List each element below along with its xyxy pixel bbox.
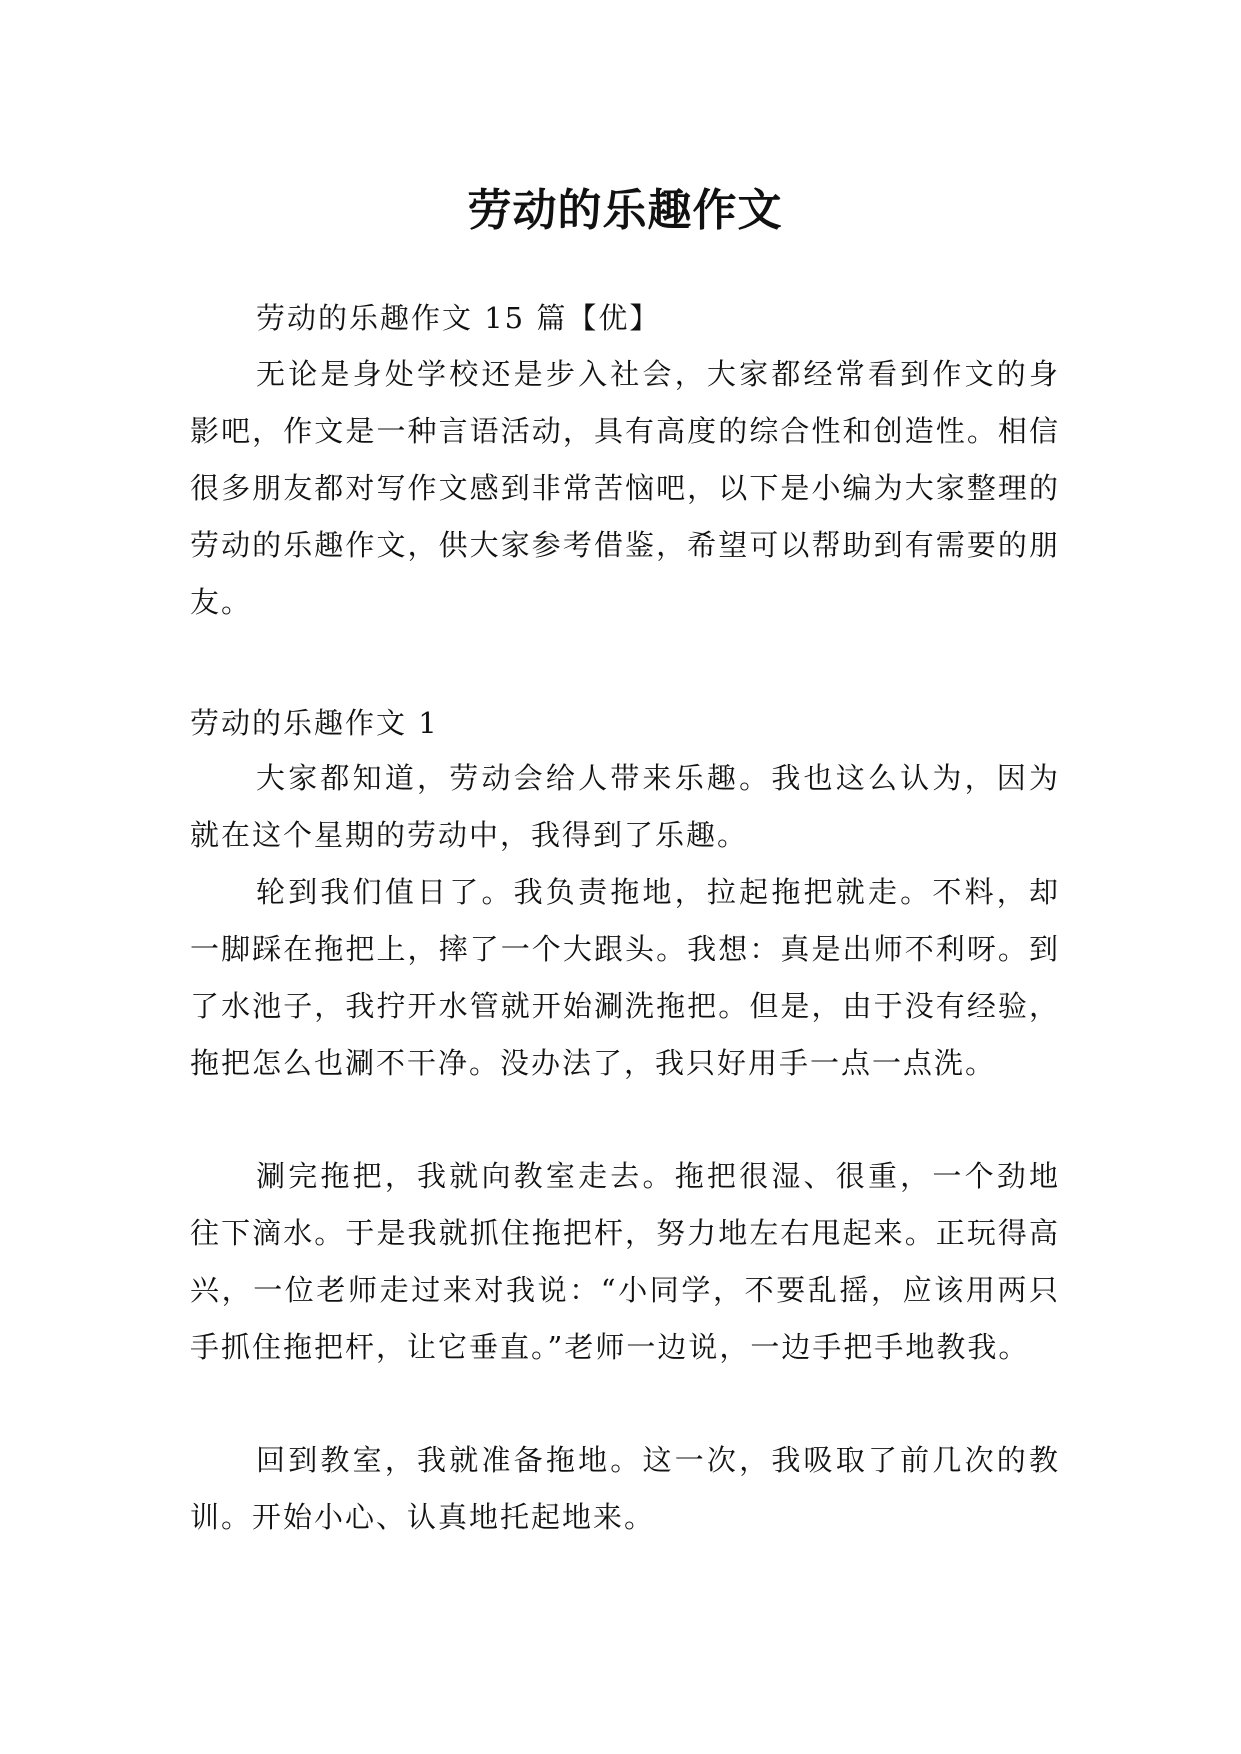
body-paragraph-1: 大家都知道，劳动会给人带来乐趣。我也这么认为，因为就在这个星期的劳动中，我得到了乐趣。	[190, 761, 1060, 852]
body-paragraph-2: 轮到我们值日了。我负责拖地，拉起拖把就走。不料，却一脚踩在拖把上，摔了一个大跟头。我想：真是出师不利呀。到了水池子，我拧开水管就开始涮洗拖把。但是，由于没有经验，拖把怎么也涮不干净。没办法了，我只好用手一点一点洗。	[190, 875, 1060, 1080]
body-paragraph-3: 涮完拖把，我就向教室走去。拖把很湿、很重，一个劲地往下滴水。于是我就抓住拖把杆，努力地左右甩起来。正玩得高兴，一位老师走过来对我说：“小同学，不要乱摇，应该用两只手抓住拖把杆，让它垂直。”老师一边说，一边手把手地教我。	[190, 1159, 1060, 1364]
body-paragraph-4: 回到教室，我就准备拖地。这一次，我吸取了前几次的教训。开始小心、认真地托起地来。	[190, 1443, 1060, 1534]
document-subtitle: 劳动的乐趣作文 15 篇【优】	[256, 301, 661, 335]
document-title: 劳动的乐趣作文	[467, 185, 783, 237]
document-page	[190, 0, 1060, 1754]
intro-paragraph: 无论是身处学校还是步入社会，大家都经常看到作文的身影吧，作文是一种言语活动，具有高度的综合性和创造性。相信很多朋友都对写作文感到非常苦恼吧，以下是小编为大家整理的劳动的乐趣作文，供大家参考借鉴，希望可以帮助到有需要的朋友。	[190, 357, 1060, 619]
section-heading: 劳动的乐趣作文 1	[190, 706, 439, 740]
